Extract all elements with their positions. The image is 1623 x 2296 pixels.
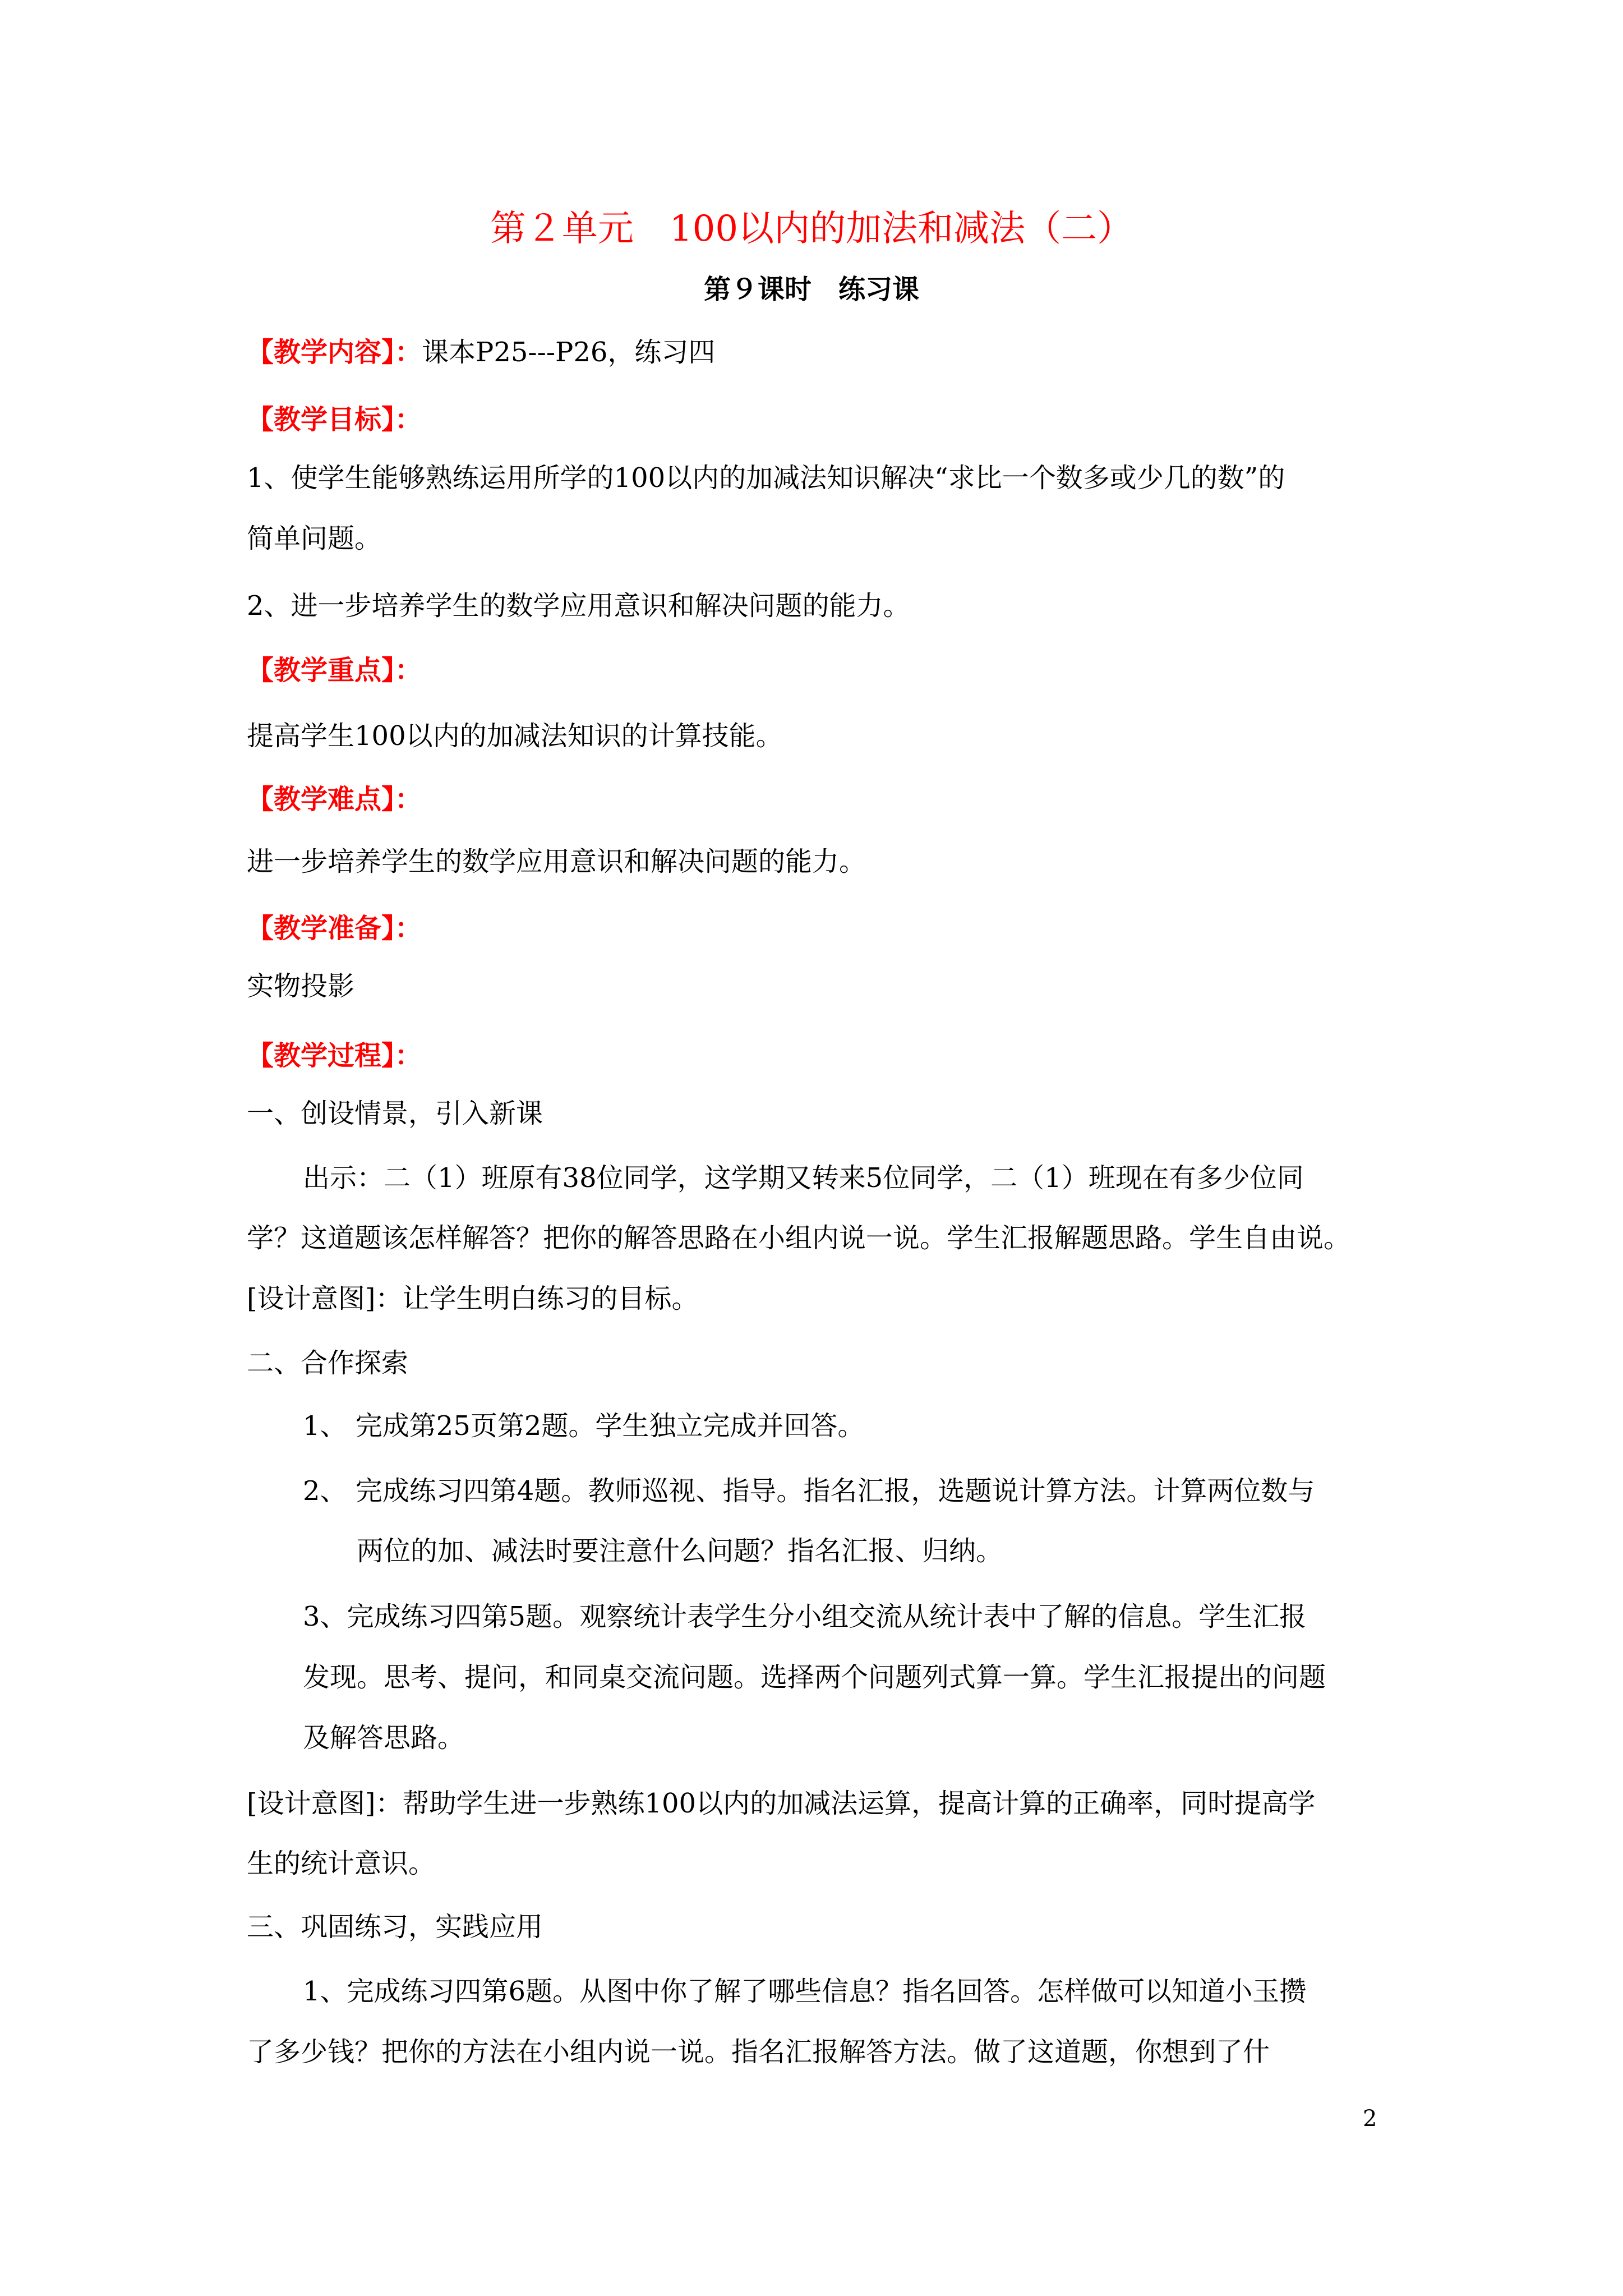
process-label: 【教学过程】： <box>247 1040 422 1071</box>
section-2-item-3-line-1: 3、完成练习四第5题。观察统计表学生分小组交流从统计表中了解的信息。学生汇报 <box>303 1601 1307 1632</box>
section-3-heading: 三、巩固练习，实践应用 <box>247 1911 543 1943</box>
goal-1-line-1: 1、使学生能够熟练运用所学的100以内的加减法知识解决“求比一个数多或少几的数”的 <box>247 462 1285 494</box>
section-1-paragraph-line-2: 学？这道题该怎样解答？把你的解答思路在小组内说一说。学生汇报解题思路。学生自由说。 <box>247 1222 1351 1254</box>
difficulties-label: 【教学难点】： <box>247 784 422 815</box>
section-2-item-1: 1、 完成第25页第2题。学生独立完成并回答。 <box>303 1410 865 1442</box>
section-3-item-1-line-2: 了多少钱？把你的方法在小组内说一说。指名汇报解答方法。做了这道题，你想到了什 <box>247 2036 1270 2068</box>
page-number: 2 <box>1363 2106 1377 2132</box>
section-1-design-intent: [设计意图]：让学生明白练习的目标。 <box>247 1283 699 1314</box>
section-2-item-2-line-2: 两位的加、减法时要注意什么问题？指名汇报、归纳。 <box>357 1535 1003 1567</box>
section-3-item-1-line-1: 1、完成练习四第6题。从图中你了解了哪些信息？指名回答。怎样做可以知道小玉攒 <box>303 1976 1307 2007</box>
goal-2: 2、进一步培养学生的数学应用意识和解决问题的能力。 <box>247 590 910 622</box>
key-points-label: 【教学重点】： <box>247 655 422 686</box>
difficulties-text: 进一步培养学生的数学应用意识和解决问题的能力。 <box>247 846 866 877</box>
section-2-item-3-line-3: 及解答思路。 <box>303 1722 465 1754</box>
teaching-goals-label: 【教学目标】： <box>247 404 422 435</box>
section-2-item-3-line-2: 发现。思考、提问，和同桌交流问题。选择两个问题列式算一算。学生汇报提出的问题 <box>303 1662 1326 1693</box>
preparation-label: 【教学准备】： <box>247 913 422 944</box>
unit-title: 第２单元 100以内的加法和减法（二） <box>490 208 1133 250</box>
section-1-heading: 一、创设情景，引入新课 <box>247 1098 543 1129</box>
preparation-text: 实物投影 <box>247 970 355 1002</box>
goal-1-line-2: 简单问题。 <box>247 523 382 554</box>
key-points-text: 提高学生100以内的加减法知识的计算技能。 <box>247 720 783 752</box>
teaching-content-label: 【教学内容】： <box>247 337 422 368</box>
lesson-subtitle: 第９课时 练习课 <box>703 274 919 305</box>
section-2-item-2-line-1: 2、 完成练习四第4题。教师巡视、指导。指名汇报，选题说计算方法。计算两位数与 <box>303 1475 1315 1507</box>
teaching-content-row <box>247 335 715 369</box>
teaching-content-text: 课本P25---P26，练习四 <box>422 337 716 368</box>
section-2-design-intent-line-1: [设计意图]：帮助学生进一步熟练100以内的加减法运算，提高计算的正确率，同时提高学 <box>247 1788 1316 1819</box>
section-2-design-intent-line-2: 生的统计意识。 <box>247 1848 436 1879</box>
section-2-heading: 二、合作探索 <box>247 1347 409 1379</box>
section-1-paragraph-line-1: 出示：二（1）班原有38位同学，这学期又转来5位同学，二（1）班现在有多少位同 <box>303 1162 1304 1194</box>
